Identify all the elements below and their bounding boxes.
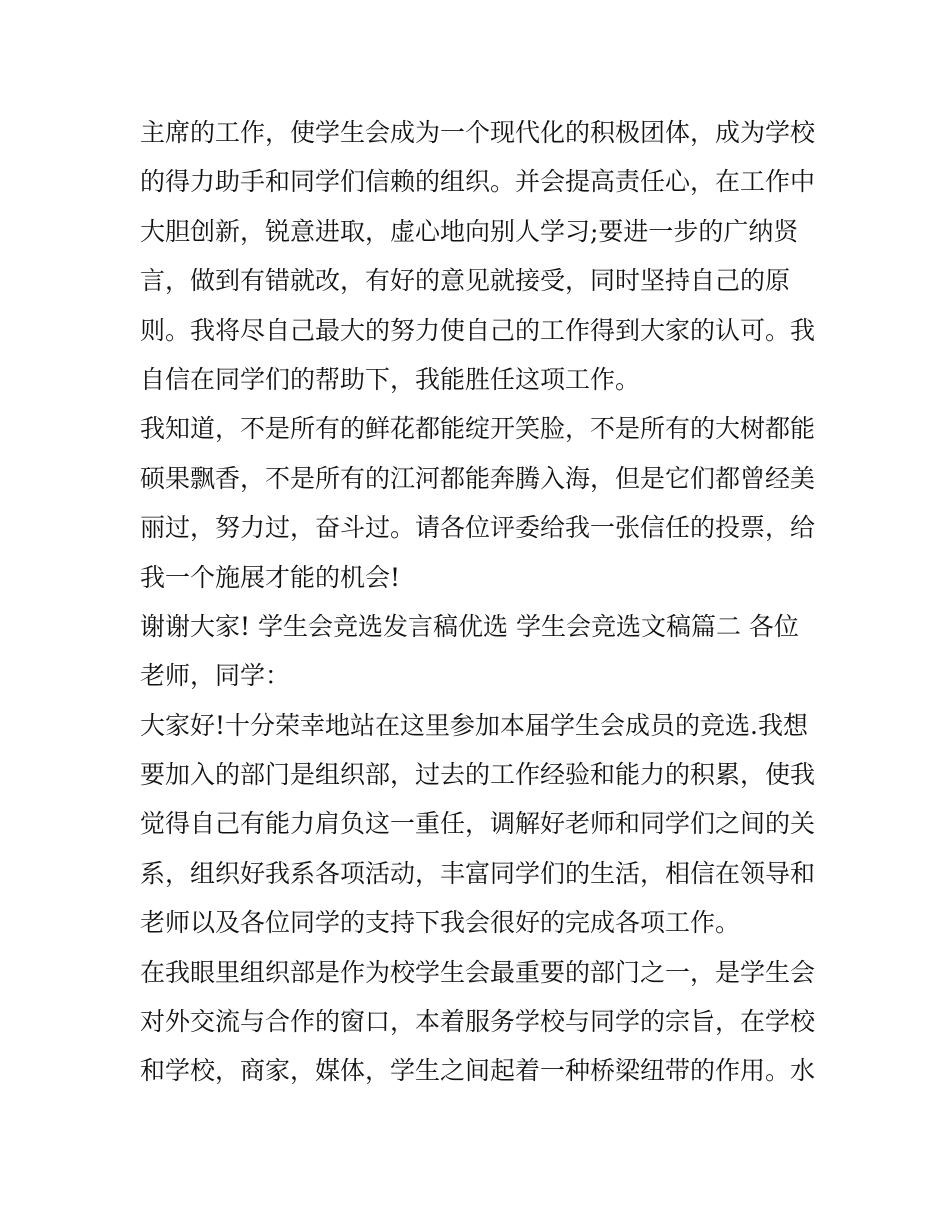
text-line: 老师，同学：: [140, 661, 291, 691]
text-line: 老师以及各位同学的支持下我会很好的完成各项工作。: [140, 908, 741, 938]
text-line: 硕果飘香，不是所有的江河都能奔腾入海，但是它们都曾经美: [140, 463, 816, 493]
text-line: 大胆创新，锐意进取，虚心地向别人学习;要进一步的广纳贤: [140, 216, 799, 246]
text-line: 和学校，商家，媒体，学生之间起着一种桥梁纽带的作用。水: [140, 1056, 816, 1086]
text-line: 言，做到有错就改，有好的意见就接受，同时坚持自己的原: [140, 266, 791, 296]
text-line: 在我眼里组织部是作为校学生会最重要的部门之一，是学生会: [140, 957, 816, 987]
text-line: 我知道，不是所有的鲜花都能绽开笑脸，不是所有的大树都能: [140, 414, 816, 444]
text-line: 丽过，努力过，奋斗过。请各位评委给我一张信任的投票，给: [140, 513, 816, 543]
text-line: 系，组织好我系各项活动，丰富同学们的生活，相信在领导和: [140, 858, 816, 888]
text-line: 的得力助手和同学们信赖的组织。并会提高责任心，在工作中: [140, 167, 816, 197]
text-line: 我一个施展才能的机会!: [140, 562, 401, 592]
text-line: 自信在同学们的帮助下，我能胜任这项工作。: [140, 364, 641, 394]
text-line: 主席的工作，使学生会成为一个现代化的积极团体，成为学校: [140, 118, 816, 147]
document-body: [140, 108, 820, 1096]
text-line: 对外交流与合作的窗口，本着服务学校与同学的宗旨，在学校: [140, 1007, 816, 1037]
text-line: 则。我将尽自己最大的努力使自己的工作得到大家的认可。我: [140, 315, 816, 345]
text-line: 要加入的部门是组织部，过去的工作经验和能力的积累，使我: [140, 760, 816, 790]
text-line: 觉得自己有能力肩负这一重任，调解好老师和同学们之间的关: [140, 809, 816, 839]
text-line: 大家好!十分荣幸地站在这里参加本届学生会成员的竞选.我想: [140, 710, 808, 740]
text-line: 谢谢大家! 学生会竞选发言稿优选 学生会竞选文稿篇二 各位: [140, 611, 799, 641]
